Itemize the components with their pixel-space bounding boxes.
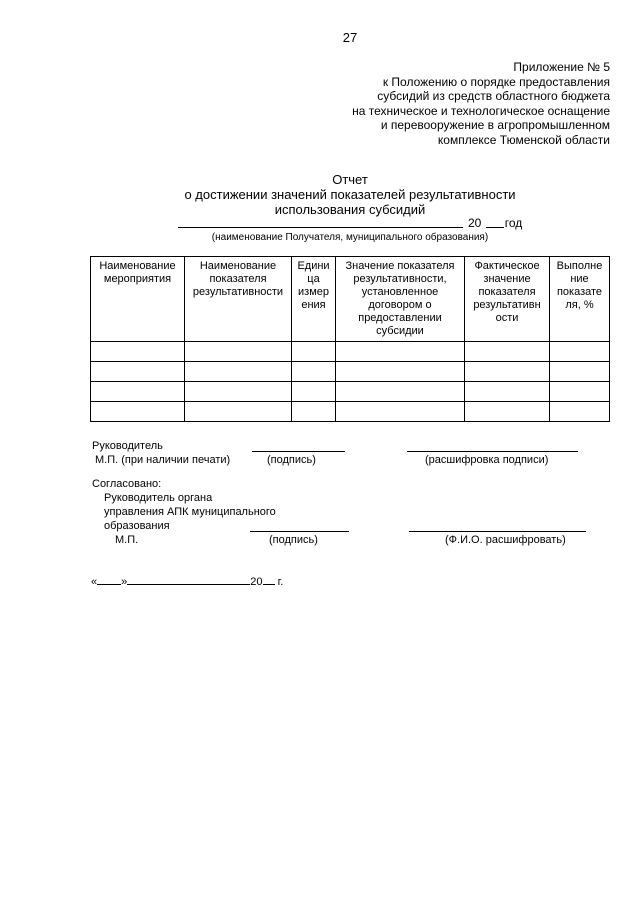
- decryption-caption: (расшифровка подписи): [425, 454, 549, 466]
- table-cell[interactable]: [91, 402, 185, 422]
- head-decryption-field[interactable]: [407, 451, 578, 452]
- annex-line: на техническое и технологическое оснащение: [352, 103, 610, 118]
- head-signature-field[interactable]: [252, 451, 345, 452]
- annex-heading: [352, 60, 610, 147]
- table-row: [91, 342, 610, 362]
- table-cell[interactable]: [185, 382, 292, 402]
- table-cell[interactable]: [292, 342, 336, 362]
- table-row: [91, 382, 610, 402]
- date-open-quote: «: [91, 576, 98, 588]
- col-header-unit: Едини ца измер ения: [292, 257, 336, 342]
- date-year-prefix: 20: [250, 576, 263, 588]
- title-line: Отчет: [332, 172, 368, 187]
- table-cell[interactable]: [465, 402, 550, 422]
- apk-fio-field[interactable]: [409, 531, 586, 532]
- table-cell[interactable]: [465, 382, 550, 402]
- page-number: 27: [342, 30, 358, 45]
- table-cell[interactable]: [185, 402, 292, 422]
- apk-signature-field[interactable]: [250, 531, 349, 532]
- title-line: о достижении значений показателей результативности: [184, 187, 516, 202]
- report-title: [0, 172, 640, 217]
- head-label: Руководитель: [92, 440, 163, 452]
- annex-line: комплексе Тюменской области: [437, 132, 610, 147]
- annex-line: к Положению о порядке предоставления: [382, 74, 610, 89]
- table-cell[interactable]: [336, 382, 465, 402]
- date-day-field[interactable]: [97, 584, 121, 585]
- annex-line: Приложение № 5: [513, 60, 610, 74]
- col-header-activity: Наименование мероприятия: [91, 257, 185, 342]
- date-year-field[interactable]: [263, 584, 275, 585]
- table-cell[interactable]: [465, 342, 550, 362]
- year-prefix: 20: [468, 216, 482, 230]
- table-cell[interactable]: [91, 362, 185, 382]
- table-cell[interactable]: [550, 382, 610, 402]
- apk-line: Руководитель органа: [104, 492, 213, 504]
- recipient-caption: (наименование Получателя, муниципального образования): [211, 232, 489, 243]
- date-line: [91, 576, 283, 588]
- results-table: [90, 256, 610, 422]
- annex-line: субсидий из средств областного бюджета: [377, 89, 610, 103]
- table-cell[interactable]: [550, 342, 610, 362]
- title-line: использования субсидий: [274, 202, 426, 217]
- table-cell[interactable]: [292, 362, 336, 382]
- table-header-row: [91, 257, 610, 342]
- signature-caption: (подпись): [267, 454, 316, 466]
- table-cell[interactable]: [91, 342, 185, 362]
- col-header-actual-value: Фактическое значение показателя результативн ости: [465, 257, 550, 342]
- table-cell[interactable]: [336, 342, 465, 362]
- signature-caption: (подпись): [269, 534, 318, 546]
- mp-label: М.П.: [115, 534, 139, 546]
- table-cell[interactable]: [185, 362, 292, 382]
- date-suffix: г.: [277, 576, 284, 588]
- table-cell[interactable]: [91, 382, 185, 402]
- agreed-label: Согласовано:: [92, 478, 162, 490]
- stamp-label: М.П. (при наличии печати): [95, 454, 231, 466]
- table-row: [91, 402, 610, 422]
- table-row: [91, 362, 610, 382]
- date-close-quote: »: [121, 576, 128, 588]
- col-header-indicator-name: Наименование показателя результативности: [185, 257, 292, 342]
- table-cell[interactable]: [465, 362, 550, 382]
- table-cell[interactable]: [336, 402, 465, 422]
- year-suffix: год: [504, 216, 523, 230]
- recipient-name-field[interactable]: [178, 227, 463, 228]
- date-month-field[interactable]: [127, 584, 250, 585]
- col-header-target-value: Значение показателя результативности, установленное договором о предоставлении субсидии: [336, 257, 465, 342]
- table-cell[interactable]: [292, 402, 336, 422]
- table-cell[interactable]: [185, 342, 292, 362]
- apk-line: управления АПК муниципального: [104, 506, 276, 518]
- apk-line: образования: [104, 520, 170, 532]
- annex-line: и перевооружение в агропромышленном: [380, 118, 610, 132]
- col-header-completion: Выполне ние показате ля, %: [550, 257, 610, 342]
- fio-caption: (Ф.И.О. расшифровать): [445, 534, 566, 546]
- table-cell[interactable]: [336, 362, 465, 382]
- table-cell[interactable]: [550, 402, 610, 422]
- table-cell[interactable]: [550, 362, 610, 382]
- year-field[interactable]: [486, 227, 504, 228]
- table-cell[interactable]: [292, 382, 336, 402]
